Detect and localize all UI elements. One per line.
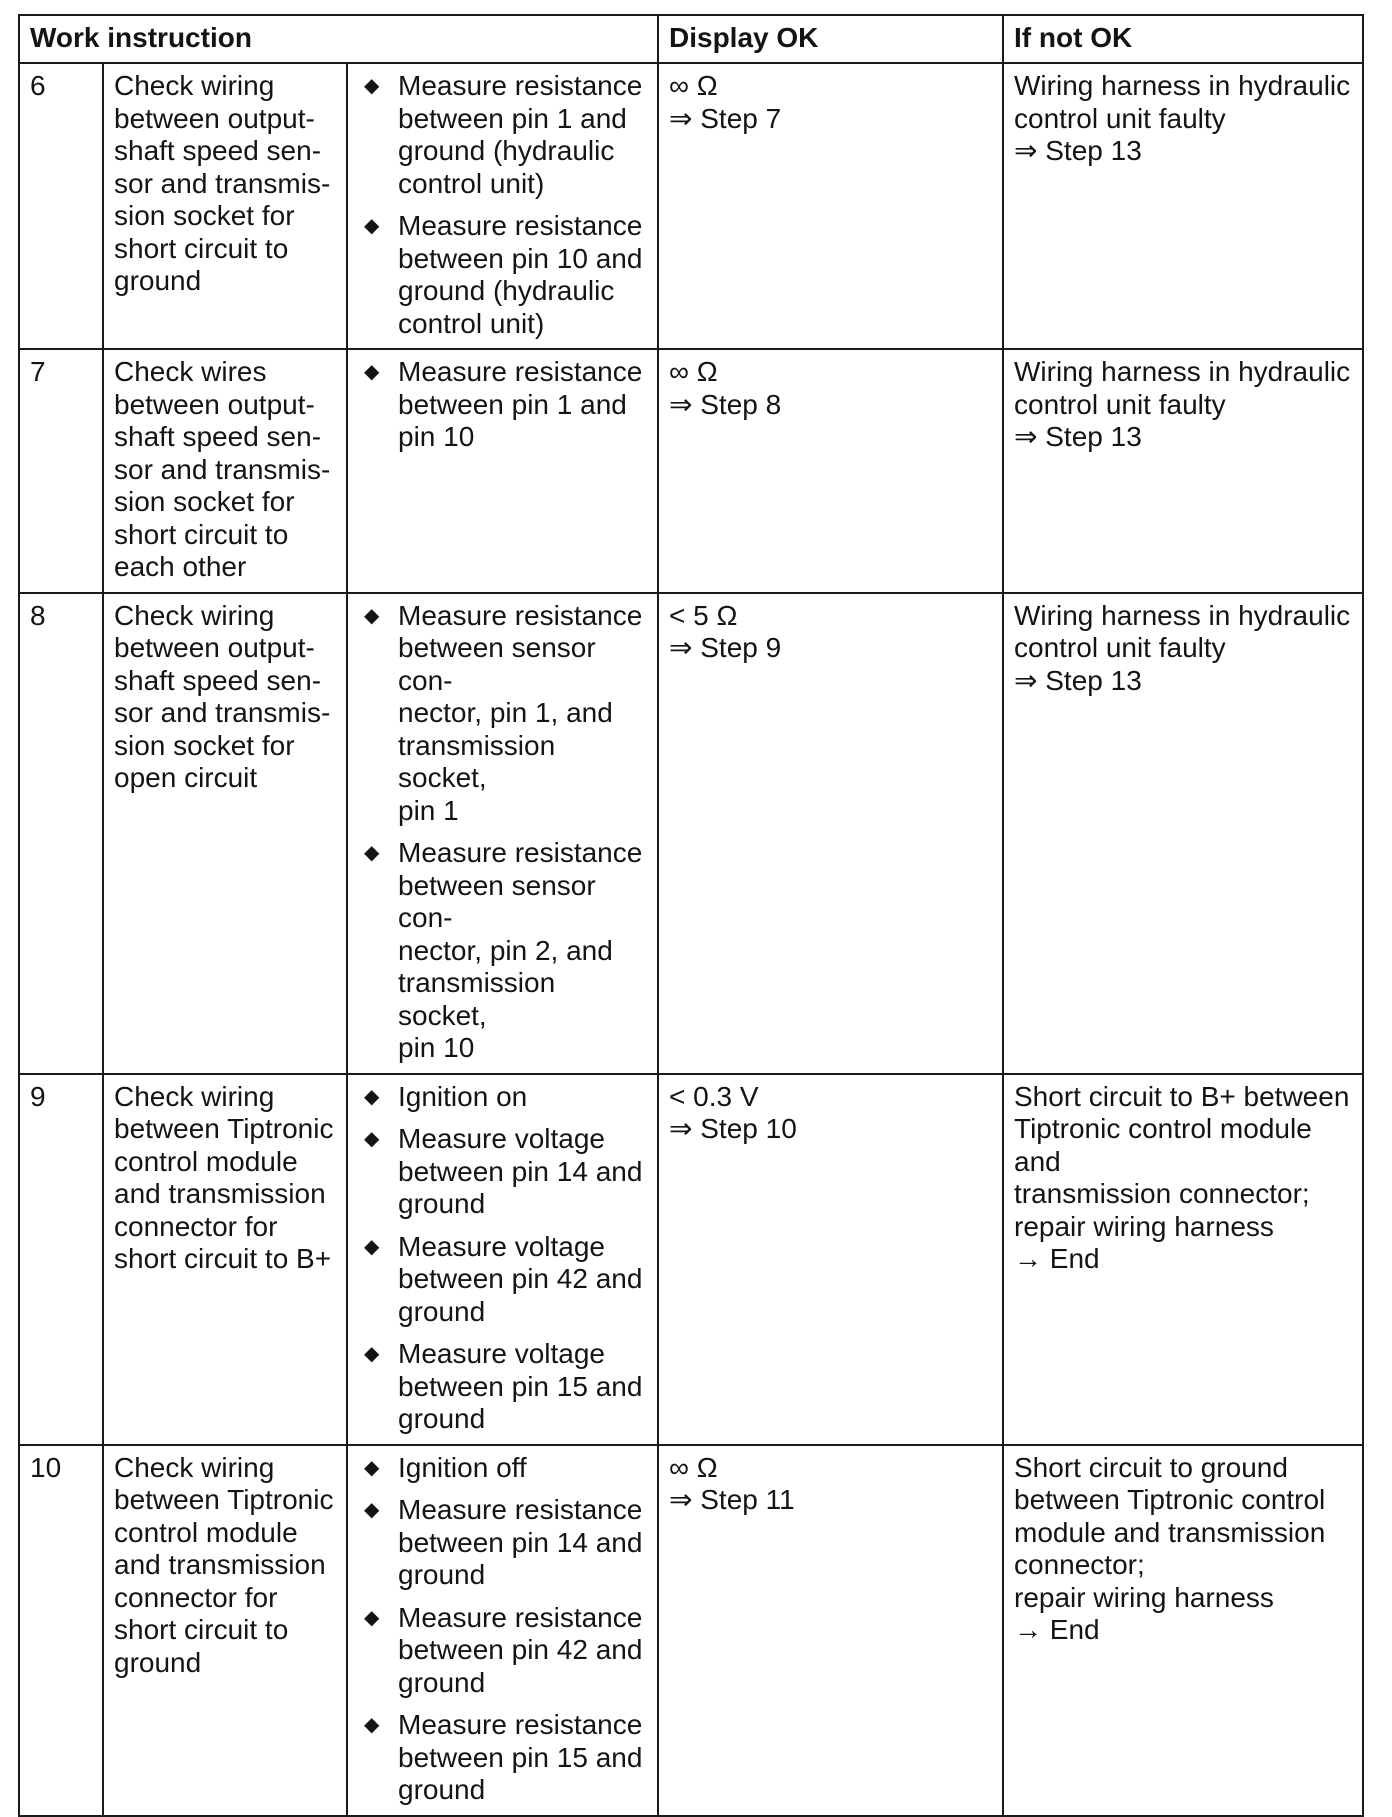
instruction-cell bbox=[103, 1445, 347, 1816]
action-line: transmission socket, bbox=[398, 729, 556, 793]
instruction-line: Check wiring bbox=[114, 599, 275, 631]
display-ok-line: ∞ Ω bbox=[669, 1451, 718, 1483]
action-list bbox=[358, 600, 647, 1065]
step-number: 8 bbox=[19, 593, 103, 1074]
actions-cell bbox=[347, 63, 658, 349]
display-ok-line: < 5 Ω bbox=[669, 599, 738, 631]
action-item bbox=[358, 210, 647, 340]
display-ok-line: ∞ Ω bbox=[669, 356, 718, 387]
action-item bbox=[358, 70, 647, 200]
action-line: transmission socket, bbox=[398, 967, 556, 1031]
diamond-bullet-icon: ◆ bbox=[364, 842, 380, 864]
action-line: Ignition off bbox=[398, 1451, 527, 1483]
table-row bbox=[19, 593, 1363, 1074]
display-ok-line: ⇒ Step 8 bbox=[669, 388, 782, 420]
actions-cell bbox=[347, 1074, 658, 1445]
action-line: between sensor con- bbox=[398, 632, 596, 696]
table-row bbox=[19, 1074, 1363, 1445]
if-not-ok-cell bbox=[1003, 63, 1363, 349]
diamond-bullet-icon: ◆ bbox=[364, 604, 380, 627]
if-not-ok-line: control unit faulty bbox=[1014, 388, 1226, 420]
instruction-line: control module bbox=[114, 1516, 298, 1548]
action-line: ground bbox=[398, 1774, 486, 1805]
if-not-ok-cell bbox=[1003, 593, 1363, 1074]
instruction-cell bbox=[103, 349, 347, 593]
instruction-line: Check wires bbox=[114, 356, 267, 387]
step-number: 6 bbox=[19, 63, 103, 349]
instruction-line: Check wiring bbox=[114, 70, 275, 101]
action-line: between pin 14 and bbox=[398, 1155, 643, 1187]
instruction-line: between output- bbox=[114, 388, 315, 420]
action-item bbox=[358, 1123, 647, 1221]
action-item bbox=[358, 1494, 647, 1592]
instruction-line: open circuit bbox=[114, 762, 258, 793]
action-line: nector, pin 2, and bbox=[398, 934, 613, 966]
diamond-bullet-icon: ◆ bbox=[364, 1235, 380, 1258]
if-not-ok-line: ⇒ Step 13 bbox=[1014, 135, 1142, 166]
if-not-ok-line: Wiring harness in hydraulic bbox=[1014, 356, 1351, 387]
action-line: Measure voltage bbox=[398, 1123, 606, 1154]
actions-cell bbox=[347, 349, 658, 593]
action-line: pin 10 bbox=[398, 1032, 475, 1063]
instruction-line: sor and transmis- bbox=[114, 697, 331, 728]
display-ok-cell bbox=[658, 1445, 1003, 1816]
diamond-bullet-icon: ◆ bbox=[364, 361, 380, 383]
action-line: Measure voltage bbox=[398, 1338, 606, 1369]
diamond-bullet-icon: ◆ bbox=[364, 1606, 380, 1629]
action-list bbox=[358, 1081, 647, 1436]
if-not-ok-line: ⇒ Step 13 bbox=[1014, 421, 1142, 452]
instruction-line: connector for bbox=[114, 1581, 278, 1613]
action-line: Measure resistance bbox=[398, 70, 643, 101]
action-item bbox=[358, 837, 647, 1065]
action-line: between pin 14 and bbox=[398, 1526, 643, 1558]
display-ok-line: ⇒ Step 11 bbox=[669, 1484, 795, 1515]
action-line: between pin 42 and bbox=[398, 1263, 643, 1294]
diamond-bullet-icon: ◆ bbox=[364, 1499, 380, 1521]
action-item bbox=[358, 1452, 647, 1485]
action-line: ground (hydraulic bbox=[398, 135, 615, 166]
instruction-line: and transmission bbox=[114, 1549, 326, 1580]
instruction-line: short circuit to bbox=[114, 1614, 289, 1645]
instruction-line: ground bbox=[114, 265, 202, 296]
instruction-line: shaft speed sen- bbox=[114, 664, 322, 696]
instruction-line: between output- bbox=[114, 632, 315, 663]
if-not-ok-line: ⇒ Step 13 bbox=[1014, 664, 1142, 696]
table-row bbox=[19, 1445, 1363, 1816]
if-not-ok-cell bbox=[1003, 349, 1363, 593]
instruction-line: sion socket for bbox=[114, 729, 295, 761]
instruction-line: short circuit to bbox=[114, 518, 289, 550]
action-line: control unit) bbox=[398, 307, 545, 339]
instruction-line: sor and transmis- bbox=[114, 453, 331, 485]
instruction-cell bbox=[103, 593, 347, 1074]
instruction-line: Check wiring bbox=[114, 1451, 275, 1483]
header-display-ok: Display OK bbox=[658, 15, 1003, 63]
action-line: nector, pin 1, and bbox=[398, 697, 613, 728]
action-line: between pin 42 and bbox=[398, 1634, 643, 1665]
instruction-line: shaft speed sen- bbox=[114, 135, 322, 166]
header-work-instruction: Work instruction bbox=[19, 15, 658, 63]
table-row bbox=[19, 349, 1363, 593]
diamond-bullet-icon: ◆ bbox=[364, 1456, 380, 1479]
action-line: Measure resistance bbox=[398, 210, 643, 241]
instruction-cell bbox=[103, 1074, 347, 1445]
action-list bbox=[358, 356, 647, 454]
action-line: Measure resistance bbox=[398, 1601, 643, 1633]
instruction-line: each other bbox=[114, 551, 247, 582]
instruction-line: short circuit to bbox=[114, 232, 289, 264]
display-ok-line: < 0.3 V bbox=[669, 1080, 759, 1112]
instruction-line: connector for bbox=[114, 1210, 278, 1242]
action-item bbox=[358, 1602, 647, 1700]
if-not-ok-line: repair wiring harness bbox=[1014, 1581, 1274, 1613]
display-ok-cell bbox=[658, 1074, 1003, 1445]
if-not-ok-line: repair wiring harness bbox=[1014, 1210, 1274, 1242]
action-line: ground bbox=[398, 1188, 486, 1219]
action-line: ground bbox=[398, 1403, 486, 1434]
action-line: Measure resistance bbox=[398, 1494, 643, 1525]
action-item bbox=[358, 1338, 647, 1436]
action-line: between pin 10 and bbox=[398, 242, 643, 274]
instruction-line: Check wiring bbox=[114, 1080, 275, 1112]
if-not-ok-cell bbox=[1003, 1445, 1363, 1816]
display-ok-cell bbox=[658, 349, 1003, 593]
if-not-ok-line: between Tiptronic control bbox=[1014, 1484, 1326, 1515]
action-item bbox=[358, 356, 647, 454]
action-line: ground bbox=[398, 1559, 486, 1590]
action-line: pin 1 bbox=[398, 794, 459, 826]
action-line: between pin 1 and bbox=[398, 388, 627, 420]
if-not-ok-line: control unit faulty bbox=[1014, 102, 1226, 134]
if-not-ok-line: Wiring harness in hydraulic bbox=[1014, 599, 1351, 631]
diamond-bullet-icon: ◆ bbox=[364, 1343, 380, 1365]
action-line: pin 10 bbox=[398, 421, 475, 452]
diamond-bullet-icon: ◆ bbox=[364, 1085, 380, 1108]
instruction-line: between Tiptronic bbox=[114, 1113, 334, 1144]
instruction-line: and transmission bbox=[114, 1178, 326, 1209]
action-item bbox=[358, 600, 647, 828]
instruction-line: sor and transmis- bbox=[114, 167, 331, 199]
table-row bbox=[19, 63, 1363, 349]
if-not-ok-line: transmission connector; bbox=[1014, 1178, 1310, 1209]
display-ok-line: ⇒ Step 10 bbox=[669, 1113, 797, 1144]
display-ok-line: ⇒ Step 7 bbox=[669, 102, 782, 134]
action-item bbox=[358, 1231, 647, 1329]
if-not-ok-line: → End bbox=[1014, 1614, 1100, 1645]
actions-cell bbox=[347, 1445, 658, 1816]
instruction-line: ground bbox=[114, 1646, 202, 1678]
header-if-not-ok: If not OK bbox=[1003, 15, 1363, 63]
instruction-line: short circuit to B+ bbox=[114, 1243, 332, 1274]
display-ok-cell bbox=[658, 63, 1003, 349]
action-line: ground bbox=[398, 1295, 486, 1327]
step-number: 9 bbox=[19, 1074, 103, 1445]
actions-cell bbox=[347, 593, 658, 1074]
display-ok-line: ⇒ Step 9 bbox=[669, 632, 782, 663]
diamond-bullet-icon: ◆ bbox=[364, 75, 380, 97]
action-item bbox=[358, 1709, 647, 1807]
instruction-cell bbox=[103, 63, 347, 349]
if-not-ok-cell bbox=[1003, 1074, 1363, 1445]
if-not-ok-line: Tiptronic control module and bbox=[1014, 1113, 1312, 1177]
action-line: Ignition on bbox=[398, 1080, 528, 1112]
action-line: Measure resistance bbox=[398, 837, 643, 868]
instruction-line: sion socket for bbox=[114, 486, 295, 517]
diamond-bullet-icon: ◆ bbox=[364, 1714, 380, 1736]
if-not-ok-line: Short circuit to ground bbox=[1014, 1451, 1288, 1483]
step-number: 10 bbox=[19, 1445, 103, 1816]
if-not-ok-line: Wiring harness in hydraulic bbox=[1014, 70, 1351, 101]
work-instruction-table bbox=[18, 14, 1364, 1817]
document-page bbox=[18, 14, 1362, 1805]
if-not-ok-line: Short circuit to B+ between bbox=[1014, 1080, 1350, 1112]
action-list bbox=[358, 70, 647, 340]
action-line: between pin 15 and bbox=[398, 1741, 643, 1773]
action-list bbox=[358, 1452, 647, 1807]
diamond-bullet-icon: ◆ bbox=[364, 1128, 380, 1150]
instruction-line: sion socket for bbox=[114, 200, 295, 231]
action-line: between pin 1 and bbox=[398, 102, 627, 134]
if-not-ok-line: module and transmission bbox=[1014, 1516, 1326, 1548]
step-number: 7 bbox=[19, 349, 103, 593]
action-line: Measure resistance bbox=[398, 599, 643, 631]
action-line: between sensor con- bbox=[398, 869, 596, 933]
action-line: ground bbox=[398, 1666, 486, 1698]
action-line: Measure voltage bbox=[398, 1230, 606, 1262]
if-not-ok-line: → End bbox=[1014, 1243, 1100, 1274]
action-line: ground (hydraulic bbox=[398, 275, 615, 306]
action-line: between pin 15 and bbox=[398, 1370, 643, 1402]
if-not-ok-line: control unit faulty bbox=[1014, 632, 1226, 663]
instruction-line: between Tiptronic bbox=[114, 1484, 334, 1515]
display-ok-line: ∞ Ω bbox=[669, 70, 718, 101]
action-line: Measure resistance bbox=[398, 1709, 643, 1740]
table-body bbox=[19, 63, 1363, 1816]
table-header-row bbox=[19, 15, 1363, 63]
action-line: Measure resistance bbox=[398, 356, 643, 387]
diamond-bullet-icon: ◆ bbox=[364, 215, 380, 237]
instruction-line: between output- bbox=[114, 102, 315, 134]
instruction-line: control module bbox=[114, 1145, 298, 1177]
if-not-ok-line: connector; bbox=[1014, 1549, 1145, 1580]
action-item bbox=[358, 1081, 647, 1114]
instruction-line: shaft speed sen- bbox=[114, 421, 322, 452]
display-ok-cell bbox=[658, 593, 1003, 1074]
action-line: control unit) bbox=[398, 167, 545, 199]
